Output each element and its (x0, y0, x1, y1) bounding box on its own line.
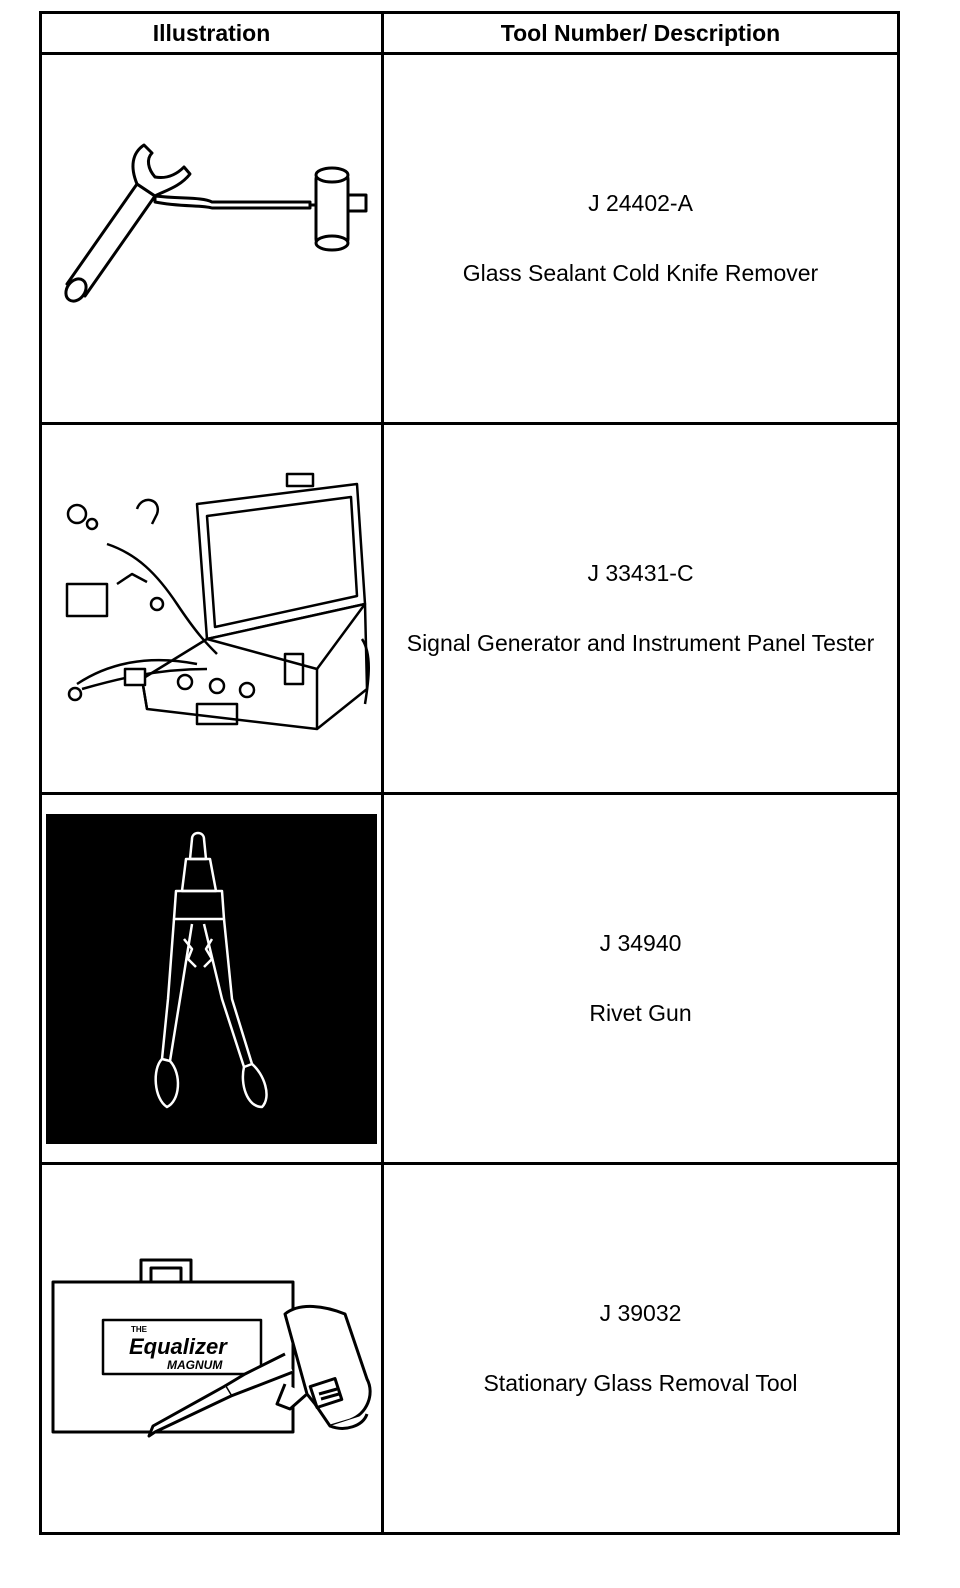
table-header (42, 14, 897, 55)
tool-number: J 24402-A (588, 190, 693, 216)
table-row (42, 1165, 897, 1532)
signal-tester-case-icon (42, 425, 381, 792)
rivet-gun-icon (46, 814, 377, 1144)
tool-number: J 33431-C (587, 560, 694, 586)
table-row (42, 55, 897, 425)
tool-description-cell (384, 795, 897, 1162)
header-illustration: Illustration (152, 20, 271, 46)
logo-the: THE (130, 1324, 147, 1334)
header-tool-description: Tool Number/ Description (500, 20, 781, 46)
tool-description-cell (384, 55, 897, 422)
cold-knife-icon (42, 55, 381, 422)
tool-description: Signal Generator and Instrument Panel Tester (406, 630, 875, 656)
logo-brand: Equalizer (128, 1333, 227, 1359)
table-row (42, 425, 897, 795)
tool-description-cell (384, 425, 897, 792)
tool-description: Stationary Glass Removal Tool (483, 1370, 798, 1396)
glass-removal-tool-icon (42, 1165, 381, 1532)
tool-number: J 34940 (599, 930, 682, 956)
tool-description: Glass Sealant Cold Knife Remover (462, 260, 819, 286)
logo-model: MAGNUM (166, 1357, 222, 1372)
tool-number: J 39032 (599, 1300, 682, 1326)
table-row (42, 795, 897, 1165)
tool-description: Rivet Gun (589, 1000, 692, 1026)
tool-description-cell (384, 1165, 897, 1532)
tool-table (39, 11, 900, 1535)
